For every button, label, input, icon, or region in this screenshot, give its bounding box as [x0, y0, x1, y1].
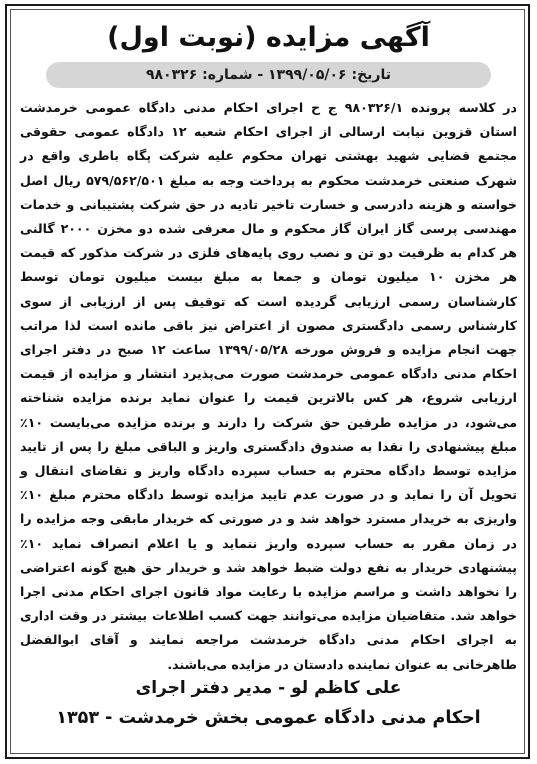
notice-date-number-bar: تاریخ: ۱۳۹۹/۰۵/۰۶ - شماره: ۹۸۰۳۲۶	[46, 62, 491, 88]
notice-body: در کلاسه پرونده ۹۸۰۳۲۶/۱ ج ح اجرای احکام مدنی دادگاه عمومی خرمدشت استان قزوین نیابت ارسالی از اجرای احکام شعبه ۱۲ دادگاه عمومی حقوقی مجتمع قضایی شهید بهشتی تهران محکوم علیه شرکت پگاه باطری واقع در شهرک صنعتی خرمدشت محکوم به پرداخت وجه به مبلغ ۵۷۹/۵۶۲/۵۰۱ ریال اصل خواسته و هزینه دادرسی و خسارت تاخیر تادیه در حق شرکت پشتیبانی و خدمات مهندسی پرسی گاز ایران گاز محکوم و مال معرفی شده دو مخزن ۲۰۰۰ گالنی هر کدام به ظرفیت دو تن و نصب روی پایه‌های فلزی در شرکت مذکور که قیمت هر مخزن ۱۰ میلیون تومان و جمعا به مبلغ بیست میلیون تومان توسط کارشناسان رسمی ارزیابی گردیده است که توقیف پس از ارزیابی از سوی کارشناس رسمی دادگستری مصون از اعتراض نیز باقی مانده است لذا مراتب جهت انجام مزایده و فروش مورخه ۱۳۹۹/۰۵/۲۸ ساعت ۱۲ صبح در دفتر اجرای احکام مدنی دادگاه عمومی خرمدشت صورت می‌پذیرد انتشار و مزایده از قیمت ارزیابی شروع، هر کس بالاترین قیمت را عنوان نماید برنده مزایده شناخته می‌شود، در مزایده طرفین حق شرکت را دارند و برنده مزایده می‌بایست ۱۰٪ مبلغ پیشنهادی را نقدا به صندوق دادگستری واریز و الباقی مبلغ را پس از تایید مزایده توسط دادگاه محترم به حساب سپرده دادگاه واریز و تقاضای انتقال و تحویل آن را نماید و در صورت عدم تایید مزایده توسط دادگاه محترم مبلغ ۱۰٪ واریزی به خریدار مسترد خواهد شد و در صورتی که خریدار مابقی وجه مزایده را در زمان مقرر به حساب سپرده واریز ننماید و یا اعلام انصراف نماید ۱۰٪ پیشنهادی خریدار به نفع دولت ضبط خواهد شد و خریدار حق هیچ گونه اعتراضی را نخواهد داشت و مراسم مزایده با رعایت مواد قانون اجرای احکام مدنی اجرا خواهد شد. متقاضیان مزایده می‌توانند جهت کسب اطلاعات بیشتر در وقت اداری به اجرای احکام مدنی دادگاه خرمدشت مراجعه نمایند و آقای ابوالفضل طاهرخانی به عنوان نماینده دادستان در مزایده می‌باشند.	[20, 100, 518, 672]
signature-office: احکام مدنی دادگاه عمومی بخش خرمدشت - ۱۳۵۳	[56, 708, 481, 728]
signature-name-title: علی کاظم لو - مدیر دفتر اجرای	[135, 678, 402, 698]
notice-title: آگهی مزایده (نوبت اول)	[107, 22, 430, 53]
